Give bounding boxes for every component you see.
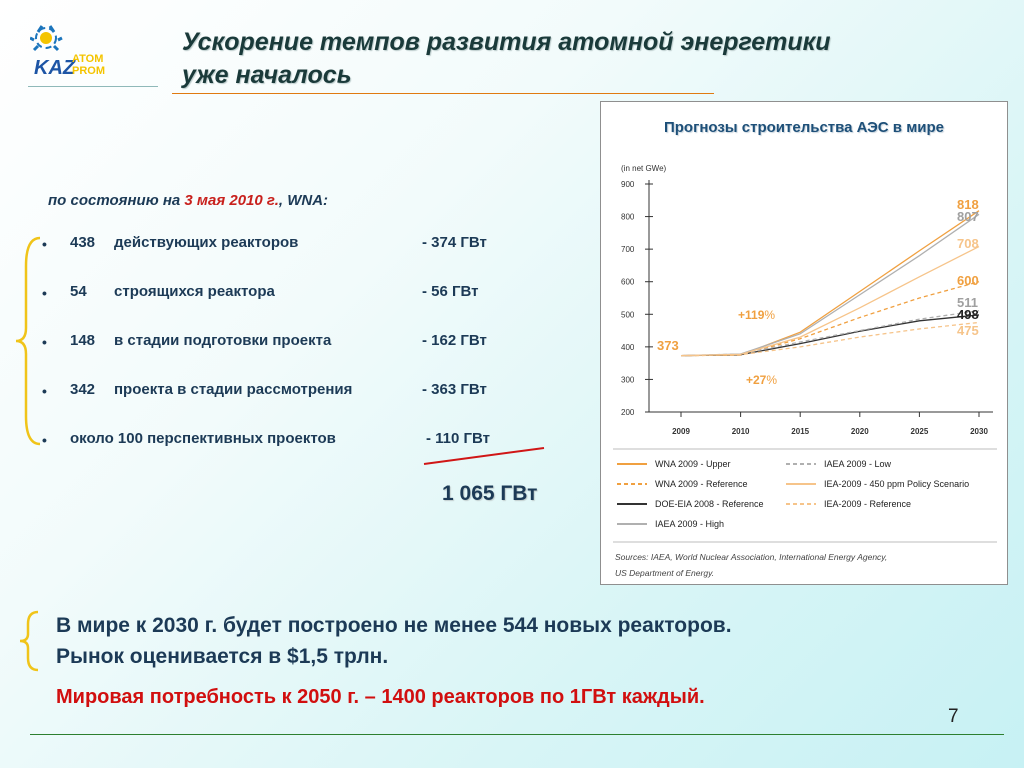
world-demand-statement: Мировая потребность к 2050 г. – 1400 реакторов по 1ГВт каждый. bbox=[56, 686, 705, 708]
chart-panel bbox=[600, 101, 1008, 585]
y-tick-label: 400 bbox=[621, 342, 635, 352]
series-end-label: 600 bbox=[957, 273, 979, 288]
slide-title-line1: Ускорение темпов развития атомной энергетики bbox=[182, 28, 831, 56]
reactor-desc: действующих реакторов bbox=[114, 234, 299, 251]
y-tick-label: 800 bbox=[621, 212, 635, 222]
legend-label: WNA 2009 - Reference bbox=[655, 479, 748, 489]
y-tick-label: 200 bbox=[621, 408, 635, 417]
sum-underline bbox=[420, 444, 550, 468]
status-date: 3 мая 2010 г. bbox=[184, 192, 279, 209]
list-item bbox=[38, 332, 578, 381]
y-tick-label: 600 bbox=[621, 277, 635, 287]
status-suffix: , WNA: bbox=[278, 192, 329, 209]
slide-title bbox=[182, 26, 942, 92]
total-capacity: 1 065 ГВт bbox=[442, 482, 538, 505]
reactor-capacity: - 110 ГВт bbox=[426, 430, 491, 447]
logo-text-kaz: KAZ bbox=[34, 57, 76, 79]
y-tick-label: 900 bbox=[621, 180, 635, 189]
reactor-count: 342 bbox=[70, 381, 96, 398]
title-underline bbox=[172, 93, 714, 94]
series-end-label: 818 bbox=[957, 197, 979, 212]
bullet-dot-icon: • bbox=[42, 285, 47, 301]
list-item bbox=[38, 381, 578, 430]
legend-label: IAEA 2009 - High bbox=[655, 519, 725, 529]
forecast-summary bbox=[56, 610, 956, 672]
series-end-label: 807 bbox=[957, 209, 979, 224]
sources-line2: US Department of Energy. bbox=[615, 568, 715, 578]
legend-label: IAEA 2009 - Low bbox=[824, 459, 892, 469]
legend-label: DOE-EIA 2008 - Reference bbox=[655, 499, 764, 509]
page-number: 7 bbox=[948, 706, 959, 727]
legend-label: WNA 2009 - Upper bbox=[655, 459, 731, 469]
status-line bbox=[48, 192, 328, 209]
reactor-desc: строящихся реактора bbox=[114, 283, 275, 300]
reactor-capacity: - 363 ГВт bbox=[422, 381, 487, 398]
growth-low-sign: % bbox=[766, 373, 778, 387]
reactor-capacity: - 162 ГВт bbox=[422, 332, 487, 349]
growth-low-value: +27 bbox=[746, 373, 767, 387]
bullet-dot-icon: • bbox=[42, 334, 47, 350]
logo-text-atom: ATOM bbox=[72, 53, 104, 65]
x-tick-label: 2009 bbox=[672, 427, 690, 436]
atom-icon bbox=[30, 26, 62, 50]
y-tick-label: 700 bbox=[621, 245, 635, 255]
chart-title: Прогнозы строительства АЭС в мире bbox=[663, 119, 945, 136]
reactor-desc: проекта в стадии рассмотрения bbox=[114, 381, 353, 398]
slide-title-line2: уже началось bbox=[182, 61, 352, 89]
growth-high-sign: % bbox=[764, 308, 776, 322]
reactor-capacity: - 374 ГВт bbox=[422, 234, 487, 251]
x-tick-label: 2015 bbox=[791, 427, 810, 436]
bottom-brace-icon bbox=[14, 610, 44, 672]
legend-label: IEA-2009 - 450 ppm Policy Scenario bbox=[824, 479, 970, 489]
reactor-desc: около 100 перспективных проектов bbox=[70, 430, 336, 447]
kazatomprom-logo bbox=[30, 24, 120, 86]
reactor-count: 438 bbox=[70, 234, 96, 251]
series-end-label: 475 bbox=[957, 323, 979, 338]
series-line bbox=[681, 214, 979, 355]
reactor-capacity: - 56 ГВт bbox=[422, 283, 479, 300]
growth-high-label bbox=[738, 308, 775, 322]
chart-end-labels bbox=[957, 197, 979, 338]
series-end-label: 708 bbox=[957, 236, 979, 251]
forecast-chart bbox=[601, 102, 1009, 586]
status-prefix: по состоянию на bbox=[48, 192, 185, 209]
chart-unit-label: (in net GWe) bbox=[621, 164, 667, 173]
sources-line1: Sources: IAEA, World Nuclear Association, International Energy Agency, bbox=[615, 552, 888, 562]
growth-high-value: +119 bbox=[738, 308, 765, 322]
series-line bbox=[681, 211, 979, 356]
bullet-dot-icon: • bbox=[42, 432, 47, 448]
series-end-label: 498 bbox=[957, 307, 979, 322]
reactor-desc: в стадии подготовки проекта bbox=[114, 332, 332, 349]
reactor-count: 54 bbox=[70, 283, 87, 300]
bullet-dot-icon: • bbox=[42, 383, 47, 399]
series-line bbox=[681, 322, 979, 355]
series-end-label: 511 bbox=[957, 295, 978, 310]
reactor-count: 148 bbox=[70, 332, 96, 349]
list-item bbox=[38, 234, 578, 283]
series-line bbox=[681, 247, 979, 356]
list-item bbox=[38, 283, 578, 332]
x-tick-label: 2025 bbox=[910, 427, 929, 436]
y-tick-label: 500 bbox=[621, 310, 635, 320]
x-tick-label: 2020 bbox=[850, 427, 869, 436]
chart-series bbox=[681, 211, 979, 356]
chart-legend bbox=[617, 459, 969, 529]
legend-label: IEA-2009 - Reference bbox=[824, 499, 912, 509]
start-value-label: 373 bbox=[657, 338, 679, 353]
y-tick-label: 300 bbox=[621, 375, 635, 385]
logo-text-prom: PROM bbox=[72, 65, 105, 77]
x-tick-label: 2010 bbox=[731, 427, 750, 436]
footer-line bbox=[30, 734, 1004, 735]
forecast-summary-line1: В мире к 2030 г. будет построено не менее 544 новых реакторов. bbox=[56, 614, 732, 637]
series-line bbox=[681, 311, 979, 356]
bullet-dot-icon: • bbox=[42, 236, 47, 252]
logo-underline bbox=[28, 86, 158, 87]
chart-axes bbox=[621, 180, 993, 436]
series-line bbox=[681, 315, 979, 356]
growth-low-label bbox=[746, 373, 777, 387]
reactor-list bbox=[38, 234, 578, 479]
forecast-summary-line2: Рынок оценивается в $1,5 трлн. bbox=[56, 645, 389, 668]
x-tick-label: 2030 bbox=[970, 427, 988, 436]
